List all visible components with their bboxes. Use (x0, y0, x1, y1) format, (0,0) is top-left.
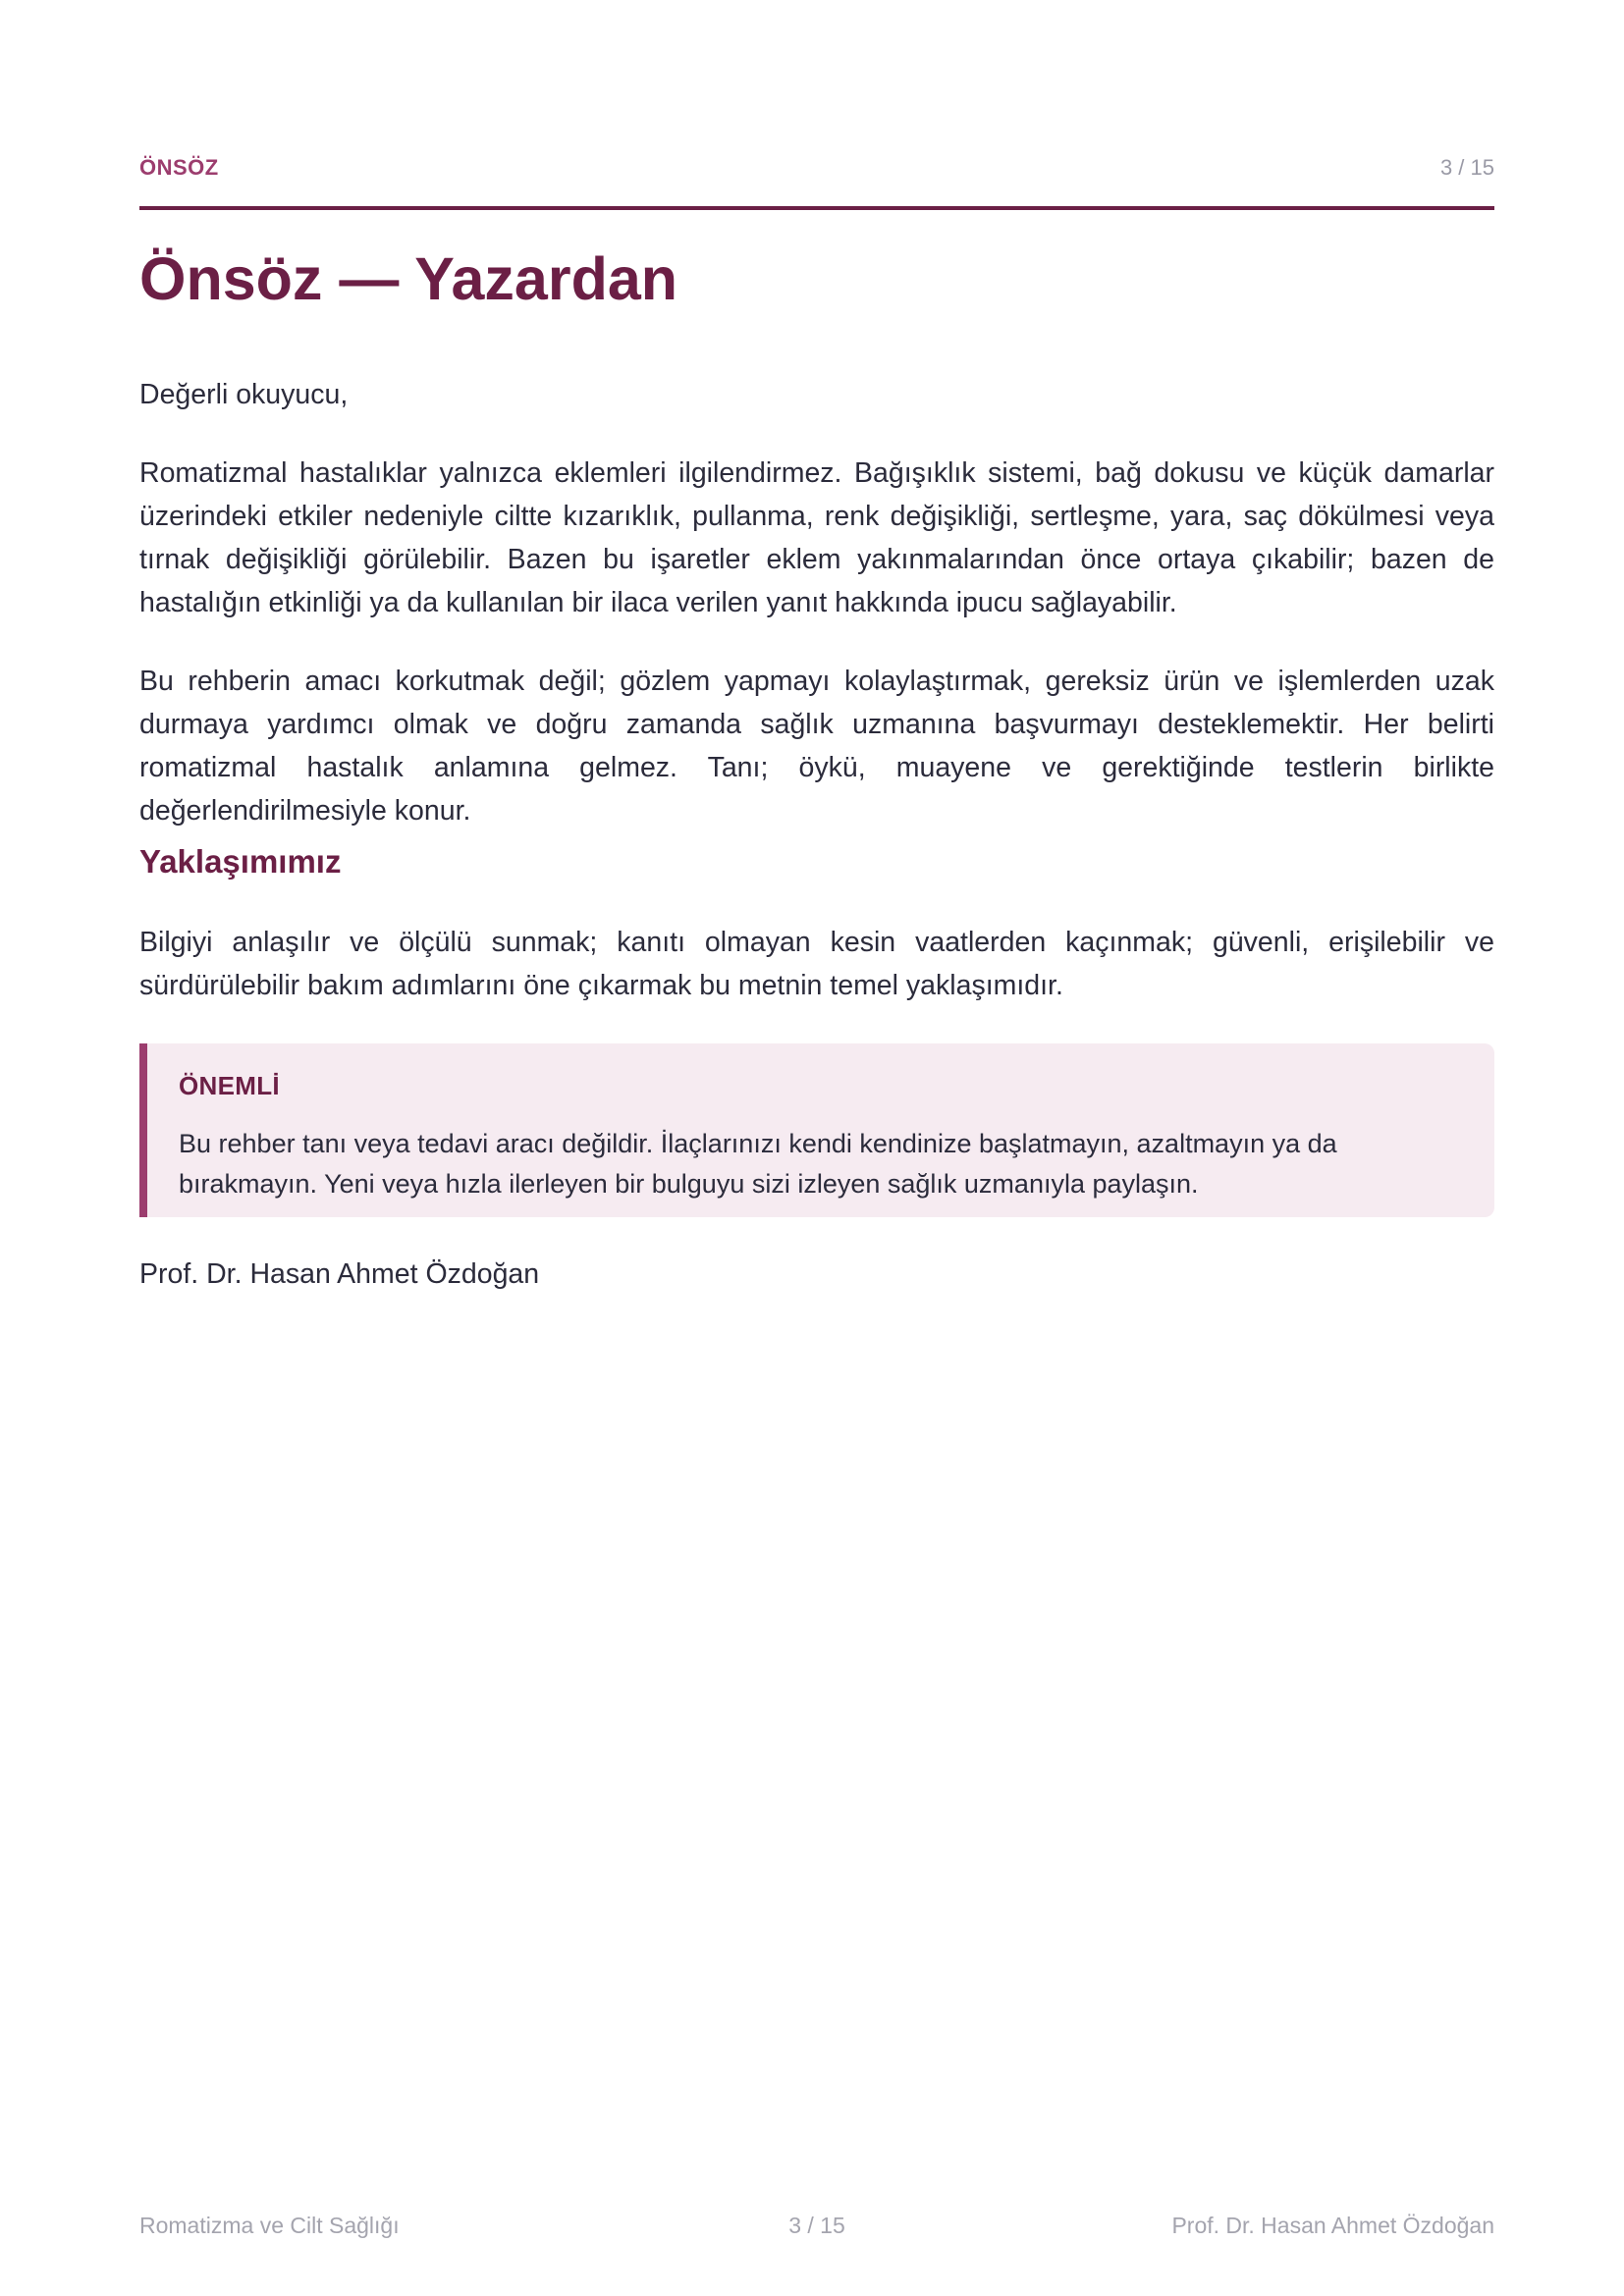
page-footer (139, 2213, 1494, 2242)
greeting: Değerli okuyucu, (139, 379, 349, 410)
page-indicator: 3 / 15 (1439, 155, 1494, 180)
document-page (139, 0, 1494, 2296)
footer-page-indicator: 3 / 15 (788, 2213, 845, 2238)
footer-book-title: Romatizma ve Cilt Sağlığı (139, 2213, 400, 2238)
page-title: Önsöz — Yazardan (139, 245, 678, 312)
callout-title: ÖNEMLİ (179, 1071, 280, 1100)
section-label: ÖNSÖZ (139, 155, 219, 180)
running-header (139, 155, 1494, 210)
signature: Prof. Dr. Hasan Ahmet Özdoğan (139, 1258, 540, 1290)
paragraph-2: Bu rehberin amacı korkutmak değil; gözlem yapmayı kolaylaştırmak, gereksiz ürün ve işlemlerden uzak durmaya yardımcı olmak ve doğru zamanda sağlık uzmanına başvurmayı desteklemektir. Her belirti romatizmal hastalık anlamına gelmez. Tanı; öykü, muayene ve gerektiğinde testlerin birlikte değerlendirilmesiyle konur. (139, 666, 1494, 827)
section-heading: Yaklaşımımız (139, 843, 342, 880)
section-paragraph: Bilgiyi anlaşılır ve ölçülü sunmak; kanıtı olmayan kesin vaatlerden kaçınmak; güvenli, erişilebilir ve sürdürülebilir bakım adımlarını öne çıkarmak bu metnin temel yaklaşımıdır. (139, 927, 1494, 1001)
paragraph-1: Romatizmal hastalıklar yalnızca eklemleri ilgilendirmez. Bağışıklık sistemi, bağ dokusu ve küçük damarlar üzerindeki etkiler nedeniyle ciltte kızarıklık, pullanma, renk değişikliği, sertleşme, yara, saç dökülmesi veya tırnak değişikliği görülebilir. Bazen bu işaretler eklem yakınmalarından önce ortaya çıkabilir; bazen de hastalığın etkinliği ya da kullanılan bir ilaca verilen yanıt hakkında ipucu sağlayabilir. (139, 457, 1494, 618)
callout-text: Bu rehber tanı veya tedavi aracı değildir. İlaçlarınızı kendi kendinize başlatmayın, azaltmayın ya da bırakmayın. Yeni veya hızla ilerleyen bir bulguyu sizi izleyen sağlık uzmanıyla paylaşın. (179, 1129, 1337, 1199)
important-callout (139, 1043, 1494, 1217)
footer-author: Prof. Dr. Hasan Ahmet Özdoğan (1171, 2213, 1494, 2238)
